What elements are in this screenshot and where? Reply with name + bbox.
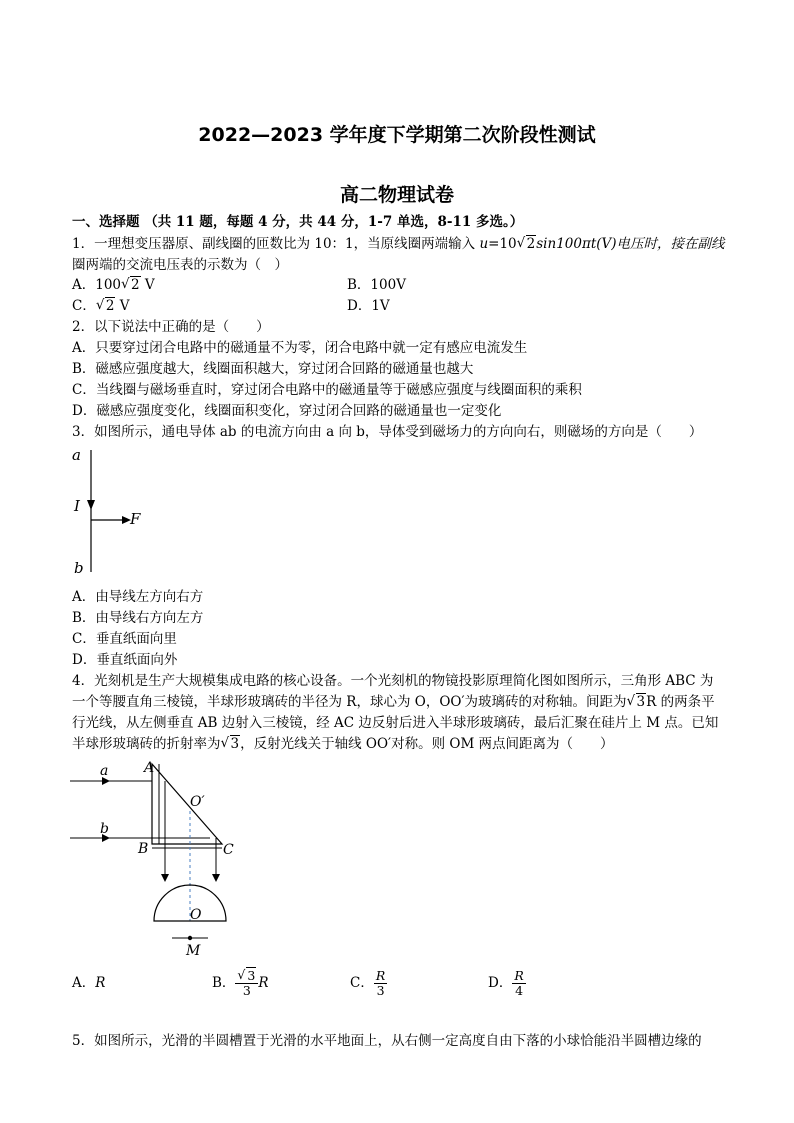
q1-formula-sqrt	[517, 235, 537, 253]
q4-option-b-numerator	[235, 969, 258, 984]
q3-option-c: C．垂直纸面向里	[72, 631, 177, 647]
q4-index-sqrt	[221, 735, 241, 753]
q3-current-arrow	[87, 500, 95, 510]
q4-option-a-value: R	[95, 975, 106, 991]
q4-stem-line4	[72, 735, 614, 753]
q1-option-c-text: C．	[72, 298, 96, 314]
q4-label-b: b	[100, 821, 109, 837]
q4-option-d	[488, 966, 526, 1000]
q4-option-c-label: C．	[350, 975, 374, 991]
q4-option-b-label: B．	[212, 975, 236, 991]
q4-stem-line2-text: 一个等腰直角三棱镜，半球形玻璃砖的半径为 R，球心为 O，OO′为玻璃砖的对称轴。间距为	[72, 694, 627, 710]
q4-label-vertex-c: C	[223, 842, 234, 858]
q5-stem: 5．如图所示，光滑的半圆槽置于光滑的水平地面上，从右侧一定高度自由下落的小球恰能沿半圆槽边缘的	[72, 1033, 702, 1049]
q4-sqrt3	[627, 693, 647, 711]
q1-formula-sqrt-value: 2	[526, 236, 536, 252]
q3-stem: 3．如图所示，通电导体 ab 的电流方向由 a 向 b，导体受到磁场力的方向向右，则磁场的方向是（ ）	[72, 424, 703, 440]
q3-label-a: a	[72, 446, 81, 464]
q3-option-a: A．由导线左方向右方	[72, 589, 204, 605]
q4-option-d-denominator: 4	[515, 983, 524, 998]
q4-sqrt3-value: 3	[636, 694, 646, 710]
q4-option-b	[212, 966, 269, 1000]
q1-option-c-sqrt	[96, 297, 116, 315]
q4-stem-line4-text: 半球形玻璃砖的折射率为	[72, 736, 221, 752]
exam-subtitle: 高二物理试卷	[339, 184, 454, 206]
q3-figure	[64, 442, 164, 582]
q3-option-b: B．由导线右方向左方	[72, 610, 204, 626]
q1-option-a-text: A．100	[72, 277, 122, 293]
q2-option-c: C．当线圈与磁场垂直时，穿过闭合电路中的磁通量等于磁感应强度与线圈面积的乘积	[72, 382, 582, 398]
q3-label-i: I	[74, 497, 80, 515]
q4-option-c-numerator: R	[375, 968, 386, 983]
q4-option-a-label: A．	[72, 975, 96, 991]
q1-formula-eq: =10	[488, 236, 517, 252]
q4-label-o: O	[190, 907, 202, 923]
q4-stem-line2-tail: R 的两条平	[646, 694, 715, 710]
q4-option-b-sqrt-value: 3	[247, 968, 256, 983]
q1-option-c-unit: V	[115, 298, 130, 314]
q4-option-a	[72, 974, 105, 992]
q4-index-sqrt-value: 3	[230, 736, 240, 752]
q3-label-f: F	[130, 510, 141, 528]
q4-option-c-fraction	[374, 969, 387, 998]
q1-option-d: D．1V	[347, 298, 390, 314]
q1-stem-line1	[72, 235, 725, 253]
q4-prism	[152, 764, 222, 844]
q4-figure	[64, 756, 254, 961]
q1-option-a-sqrt	[121, 276, 141, 294]
q1-stem-text: 1．一理想变压器原、副线圈的匝数比为 10：1，当原线圈两端输入	[72, 236, 480, 252]
q4-stem-line2	[72, 693, 715, 711]
q4-label-a: a	[100, 763, 109, 779]
q4-option-b-fraction	[235, 969, 258, 998]
q1-option-a-sqrt-value: 2	[131, 277, 140, 293]
q4-point-m	[188, 936, 192, 940]
q4-label-vertex-b: B	[138, 841, 149, 857]
q4-option-d-label: D．	[488, 975, 513, 991]
q2-option-b: B．磁感应强度越大，线圈面积越大，穿过闭合回路的磁通量也越大	[72, 361, 474, 377]
q4-stem-line3: 行光线，从左侧垂直 AB 边射入三棱镜，经 AC 边反射后进入半球形玻璃砖，最后汇聚在硅片上 M 点。已知	[72, 715, 719, 731]
q4-stem-line4-tail: ，反射光线关于轴线 OO′对称。则 OM 两点间距离为（ ）	[240, 736, 614, 752]
q4-option-d-numerator: R	[514, 968, 524, 983]
q4-option-c	[350, 966, 387, 1000]
q4-reflected-arrow-b	[212, 874, 220, 882]
q3-label-b: b	[74, 559, 84, 577]
exam-title: 2022—2023 学年度下学期第二次阶段性测试	[198, 124, 596, 146]
q1-option-b: B．100V	[347, 277, 406, 293]
q4-label-vertex-a: A	[144, 760, 155, 776]
q3-option-d: D．垂直纸面向外	[72, 652, 178, 668]
q2-option-d: D．磁感应强度变化，线圈面积变化，穿过闭合回路的磁通量也一定变化	[72, 403, 502, 419]
q1-formula-u: u	[479, 236, 489, 252]
q4-reflected-arrow-a	[161, 874, 169, 882]
q4-label-o-prime: O′	[190, 794, 205, 810]
q1-stem-line2: 圈两端的交流电压表的示数为（ ）	[72, 257, 288, 273]
q1-option-c	[72, 297, 129, 315]
q2-stem: 2．以下说法中正确的是（ ）	[72, 319, 270, 335]
q1-option-c-sqrt-value: 2	[105, 298, 115, 314]
q2-option-a: A．只要穿过闭合电路中的磁通量不为零，闭合电路中就一定有感应电流发生	[72, 340, 528, 356]
q4-option-b-r: R	[258, 975, 269, 991]
q1-option-a	[72, 276, 155, 294]
section-heading: 一、选择题 （共 11 题，每题 4 分，共 44 分，1-7 单选，8-11 多选。）	[72, 214, 524, 230]
q4-option-d-fraction	[512, 969, 525, 998]
q4-option-c-denominator: 3	[376, 983, 385, 998]
q4-stem-line1: 4．光刻机是生产大规模集成电路的核心设备。一个光刻机的物镜投影原理简化图如图所示，三角形 ABC 为	[72, 673, 714, 689]
q4-label-m: M	[186, 943, 201, 959]
q1-option-a-unit: V	[140, 277, 155, 293]
q4-option-b-denominator: 3	[242, 983, 251, 998]
q4-option-b-sqrt	[237, 969, 256, 983]
q1-formula-tail: sin100πt(V)电压时，接在副线	[536, 236, 725, 252]
